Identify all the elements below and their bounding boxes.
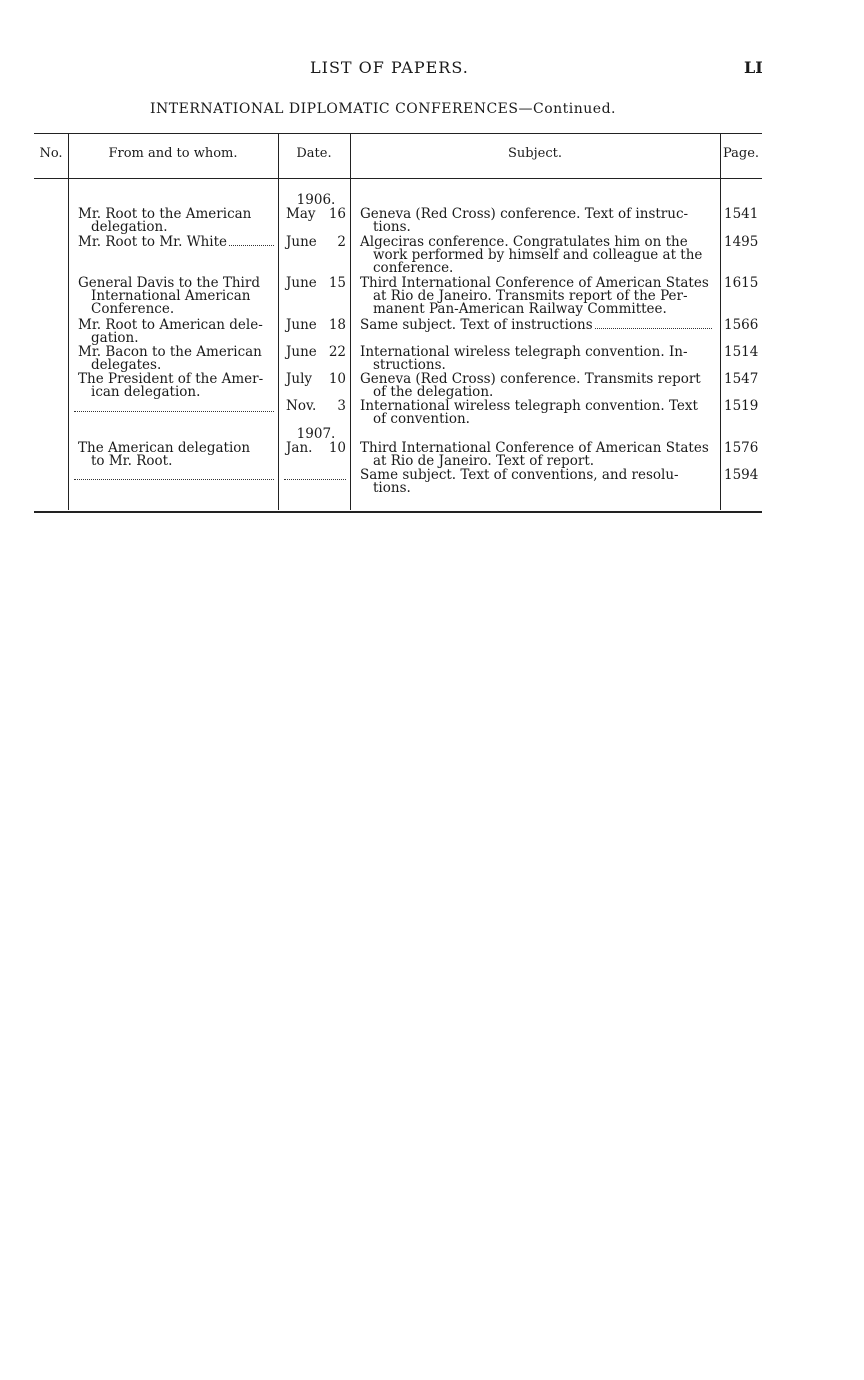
row-from: Mr. Root to American dele- gation. [78, 317, 263, 346]
column-divider [68, 133, 69, 510]
row-date: May 16 [286, 206, 346, 222]
row-subject: Third International Conference of American States at Rio de Janeiro. Transmits report of the Per- manent Pan-American Railway Committee. [360, 275, 709, 317]
row-page: 1576 [724, 440, 759, 456]
row-page: 1495 [724, 234, 759, 250]
row-subject: Same subject. Text of conventions, and resolu- tions. [360, 467, 679, 496]
row-date: Jan. 10 [286, 440, 346, 456]
row-subject: Geneva (Red Cross) conference. Text of instruc- tions. [360, 206, 689, 235]
row-page: 1519 [724, 398, 759, 414]
row-page: 1541 [724, 206, 759, 222]
row-date: June 22 [286, 344, 346, 360]
column-divider [350, 133, 351, 510]
column-divider [278, 133, 279, 510]
header-page: Page. [722, 146, 760, 161]
row-subject: Geneva (Red Cross) conference. Transmits report of the delegation. [360, 371, 701, 400]
page-number: LI [744, 58, 763, 77]
section-title: INTERNATIONAL DIPLOMATIC CONFERENCES—Continued. [150, 101, 616, 117]
bottom-rule [34, 511, 762, 513]
header-from: From and to whom. [108, 146, 238, 161]
row-page: 1547 [724, 371, 759, 387]
papers-table [34, 133, 762, 513]
row-subject: International wireless telegraph convention. Text of convention. [360, 398, 698, 427]
row-from: The President of the Amer- ican delegation. [78, 371, 264, 400]
empty-from-leader [74, 479, 274, 480]
year-label: 1906. [296, 192, 336, 208]
row-from: The American delegation to Mr. Root. [78, 440, 251, 469]
header-date: Date. [296, 146, 332, 161]
header-no: No. [39, 146, 63, 161]
running-title: LIST OF PAPERS. [310, 58, 469, 77]
row-date: July 10 [286, 371, 346, 387]
row-page: 1566 [724, 317, 759, 333]
column-divider [720, 133, 721, 510]
row-subject: Same subject. Text of instructions [360, 319, 714, 332]
empty-date-leader [284, 479, 346, 480]
row-page: 1594 [724, 467, 759, 483]
row-subject: International wireless telegraph convention. In- structions. [360, 344, 688, 373]
row-from: Mr. Root to the American delegation. [78, 206, 252, 235]
row-subject: Algeciras conference. Congratulates him on the work performed by himself and colleague at the conference. [360, 234, 703, 276]
row-page: 1514 [724, 344, 759, 360]
page-header [0, 58, 864, 82]
header-subject: Subject. [508, 146, 562, 161]
row-date: Nov. 3 [286, 398, 346, 414]
row-date: June 18 [286, 317, 346, 333]
top-rule [34, 133, 762, 134]
row-from: General Davis to the Third International American Conference. [78, 275, 260, 317]
row-subject: Third International Conference of American States at Rio de Janeiro. Text of report. [360, 440, 709, 469]
row-from: Mr. Root to Mr. White [78, 236, 276, 249]
row-date: June 2 [286, 234, 346, 250]
empty-from-leader [74, 411, 274, 412]
row-page: 1615 [724, 275, 759, 291]
header-rule [34, 178, 762, 179]
row-date: June 15 [286, 275, 346, 291]
year-label: 1907. [296, 426, 336, 442]
row-from: Mr. Bacon to the American delegates. [78, 344, 262, 373]
